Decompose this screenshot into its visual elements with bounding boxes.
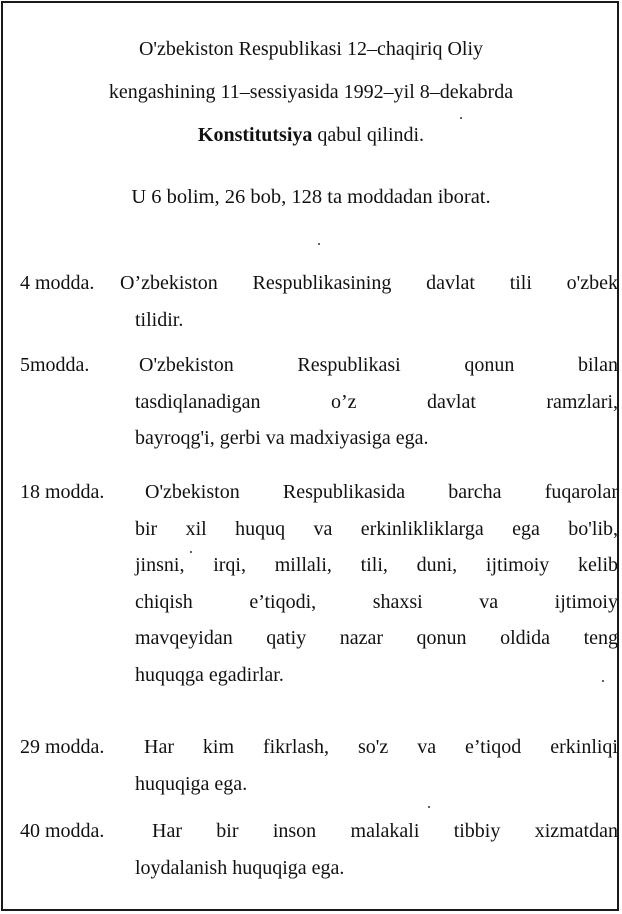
article-text-line: Har kim fikrlash, so'z va e’tiqod erkinliqi xyxy=(144,736,618,758)
article-text-line: O'zbekiston Respublikasi qonun bilan xyxy=(139,354,618,376)
header-line-1: O'zbekiston Respublikasi 12–chaqiriq Oliy xyxy=(138,38,484,60)
header-line-3-rest: qabul qilindi. xyxy=(312,124,425,146)
scan-speck xyxy=(318,243,320,245)
article-text-line: tilidir. xyxy=(135,308,184,331)
scan-speck xyxy=(602,680,604,682)
header-bold-term: Konstitutsiya xyxy=(197,124,313,146)
article-text-line: tasdiqlanadigan o’z davlat ramzlari, xyxy=(135,390,618,413)
article-text-line: huquqiga ega. xyxy=(135,772,248,795)
article-text-line: O’zbekiston Respublikasining davlat tili o'zbek xyxy=(120,272,618,294)
article-text-line: loydalanish huquqiga ega. xyxy=(135,856,345,879)
header-line-3 xyxy=(0,114,622,157)
header-line-2: kengashining 11–sessiyasida 1992–yil 8–dekabrda xyxy=(108,81,514,103)
document-header xyxy=(0,28,622,157)
article-text-line: jinsni, irqi, millali, tili, duni, ijtimoiy kelib xyxy=(135,554,618,576)
article-text-line: bayroqg'i, gerbi va madxiyasiga ega. xyxy=(135,427,429,449)
article-number: 4 modda. xyxy=(20,272,95,294)
article-number: 18 modda. xyxy=(20,481,105,503)
article-text-line: mavqeyidan qatiy nazar qonun oldida teng xyxy=(135,627,618,649)
article-text-line: Har bir inson malakali tibbiy xizmatdan xyxy=(152,820,618,842)
article-number: 29 modda. xyxy=(20,736,105,758)
scan-speck xyxy=(428,806,430,808)
structure-summary: U 6 bolim, 26 bob, 128 ta moddadan iborat. xyxy=(131,186,491,208)
scan-speck xyxy=(190,551,192,553)
article-number: 40 modda. xyxy=(20,820,105,842)
article-number: 5modda. xyxy=(20,354,90,376)
article-text-line: huquqga egadirlar. xyxy=(135,663,284,686)
article-text-line: bir xil huquq va erkinlikliklarga ega bo'lib, xyxy=(135,517,618,540)
scan-speck xyxy=(460,117,462,119)
article-text-line: chiqish e’tiqodi, shaxsi va ijtimoiy xyxy=(135,590,618,613)
article-text-line: O'zbekiston Respublikasida barcha fuqarolar xyxy=(145,481,618,503)
